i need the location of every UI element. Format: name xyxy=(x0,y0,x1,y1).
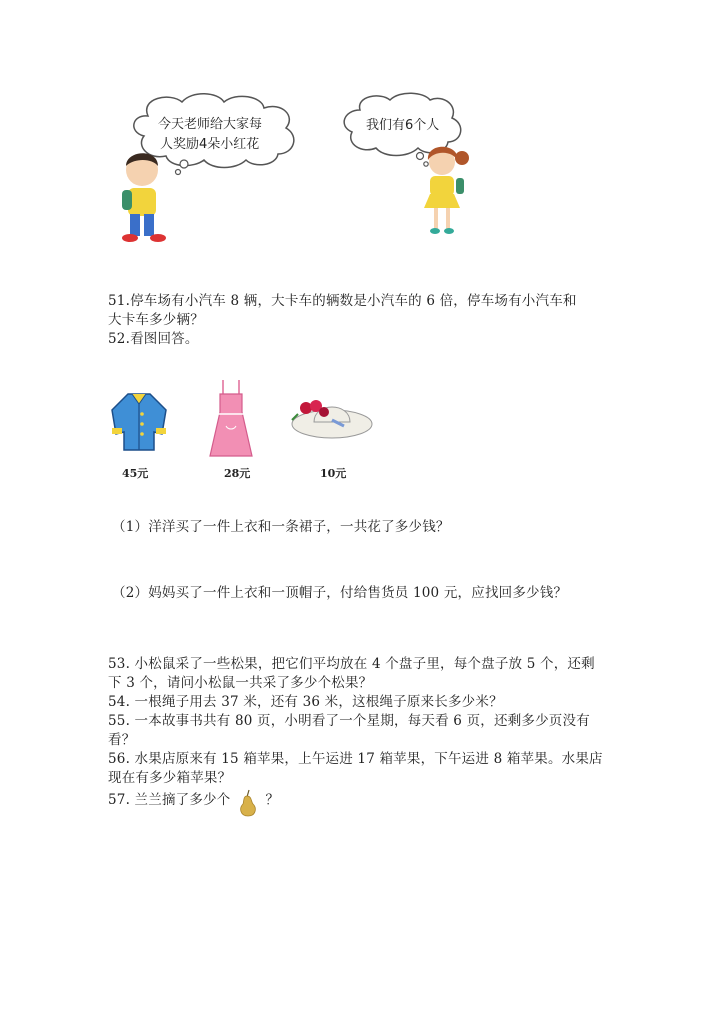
q57-line xyxy=(108,788,279,814)
q51-line2: 大卡车多少辆？ xyxy=(108,312,204,328)
girl-figure xyxy=(424,147,469,234)
q56-line1: 56. 水果店原来有 15 箱苹果，上午运进 17 箱苹果，下午运进 8 箱苹果。水果店 xyxy=(108,751,603,767)
q53-line1: 53. 小松鼠采了一些松果，把它们平均放在 4 个盘子里，每个盘子放 5 个，还剩 xyxy=(108,656,595,672)
q56-line2: 现在有多少箱苹果？ xyxy=(108,770,232,786)
boy-bubble-line1: 今天老师给大家每 xyxy=(158,117,263,132)
q55-line2: 看？ xyxy=(108,732,136,748)
q54-line1: 54. 一根绳子用去 37 米，还有 36 米，这根绳子原来长多少米？ xyxy=(108,694,503,710)
girl-bubble-text: 我们有6个人 xyxy=(366,118,440,133)
boy-speech-bubble xyxy=(134,94,294,175)
coat-price: 45元 xyxy=(122,467,149,480)
hat-image xyxy=(288,392,374,442)
q57-text: 57. 兰兰摘了多少个 xyxy=(108,792,231,808)
dress-image xyxy=(206,378,256,458)
top-illustration xyxy=(100,88,480,253)
dress-price: 28元 xyxy=(224,467,251,480)
q52-sub1: （1）洋洋买了一件上衣和一条裙子，一共花了多少钱？ xyxy=(112,519,450,535)
q57-question-mark: ？ xyxy=(265,792,280,808)
q52-sub2: （2）妈妈买了一件上衣和一顶帽子，付给售货员 100 元，应找回多少钱？ xyxy=(112,585,568,601)
q55-line1: 55. 一本故事书共有 80 页，小明看了一个星期，每天看 6 页，还剩多少页没有 xyxy=(108,713,590,729)
hat-price: 10元 xyxy=(320,467,347,480)
pear-icon xyxy=(237,788,259,814)
q53-line2: 下 3 个，请问小松鼠一共采了多少个松果？ xyxy=(108,675,373,691)
boy-figure xyxy=(122,153,166,242)
q52-title: 52.看图回答。 xyxy=(108,331,199,347)
coat-image xyxy=(108,390,170,454)
boy-bubble-line2: 人奖励4朵小红花 xyxy=(160,137,260,152)
q51-line1: 51.停车场有小汽车 8 辆，大卡车的辆数是小汽车的 6 倍，停车场有小汽车和 xyxy=(108,293,577,309)
